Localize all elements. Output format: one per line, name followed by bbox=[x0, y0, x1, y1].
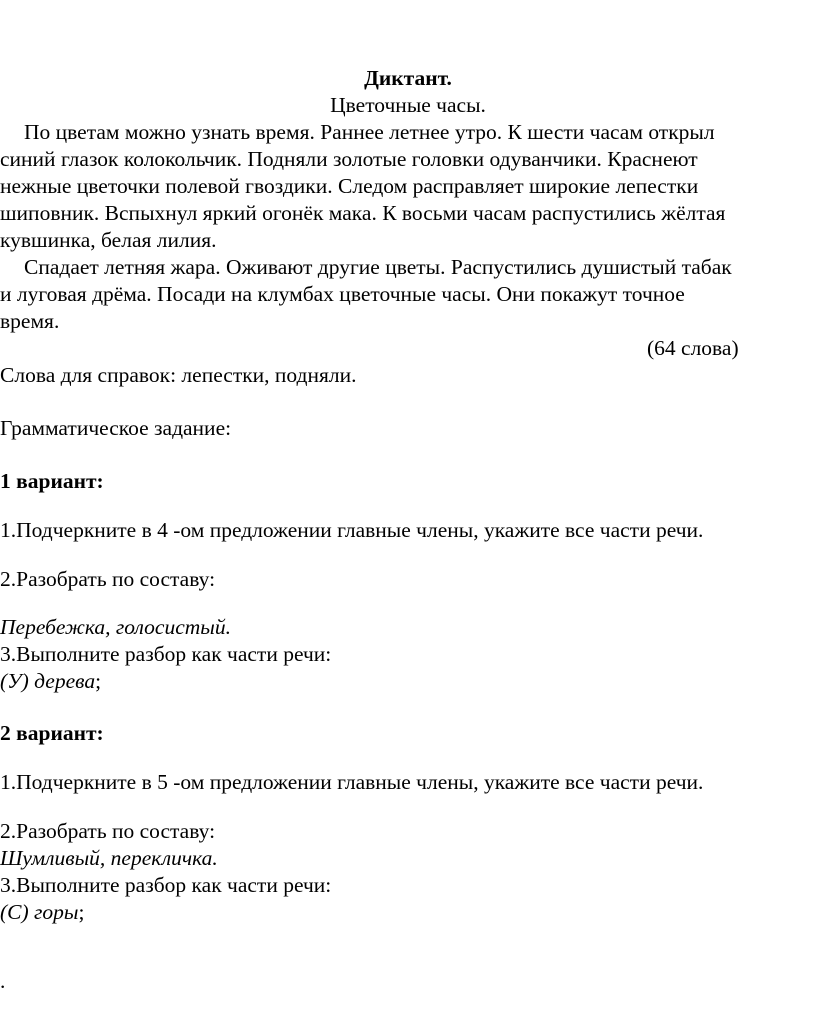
paragraph-1 bbox=[0, 119, 790, 254]
variant-2-task-3-end: ; bbox=[78, 900, 85, 924]
paragraph-line: синий глазок колокольчик. Подняли золотые головки одуванчики. Краснеют bbox=[0, 147, 698, 171]
paragraph-line: шиповник. Вспыхнул яркий огонёк мака. К восьми часам распустились жёлтая bbox=[0, 201, 726, 225]
reference-words: Слова для справок: лепестки, подняли. bbox=[0, 363, 357, 387]
variant-1-task-3-word: (У) дерева bbox=[0, 669, 96, 693]
variant-2-task-3-line bbox=[0, 899, 84, 926]
variant-2-task-2-words: Шумливый, перекличка. bbox=[0, 846, 218, 870]
variant-1-task-2: 2.Разобрать по составу: bbox=[0, 567, 216, 591]
variant-1-heading: 1 вариант: bbox=[0, 469, 104, 493]
variant-2-task-1: 1.Подчеркните в 5 -ом предложении главные члены, укажите все части речи. bbox=[0, 770, 704, 794]
dictation-subtitle: Цветочные часы. bbox=[330, 93, 486, 117]
footer-dot: . bbox=[0, 969, 6, 993]
grammar-task-heading: Грамматическое задание: bbox=[0, 416, 232, 440]
variant-2-task-3: 3.Выполните разбор как части речи: bbox=[0, 873, 332, 897]
variant-1-task-2-words: Перебежка, голосистый. bbox=[0, 615, 231, 639]
variant-2-task-2: 2.Разобрать по составу: bbox=[0, 819, 216, 843]
paragraph-line: Спадает летняя жара. Оживают другие цветы. Распустились душистый табак bbox=[24, 255, 732, 279]
variant-1-task-3-line bbox=[0, 668, 101, 695]
paragraph-line: время. bbox=[0, 309, 60, 333]
paragraph-line: По цветам можно узнать время. Раннее летнее утро. К шести часам открыл bbox=[24, 120, 715, 144]
variant-2-heading: 2 вариант: bbox=[0, 721, 104, 745]
variant-2-task-3-word: (С) горы bbox=[0, 900, 79, 924]
paragraph-line: и луговая дрёма. Посади на клумбах цветочные часы. Они покажут точное bbox=[0, 282, 685, 306]
variant-1-task-3: 3.Выполните разбор как части речи: bbox=[0, 642, 332, 666]
paragraph-2 bbox=[0, 254, 790, 335]
paragraph-line: нежные цветочки полевой гвоздики. Следом расправляет широкие лепестки bbox=[0, 174, 699, 198]
word-count: (64 слова) bbox=[647, 336, 739, 360]
variant-1-task-1: 1.Подчеркните в 4 -ом предложении главные члены, укажите все части речи. bbox=[0, 518, 704, 542]
paragraph-line: кувшинка, белая лилия. bbox=[0, 228, 217, 252]
variant-1-task-3-end: ; bbox=[95, 669, 102, 693]
dictation-title: Диктант. bbox=[364, 66, 452, 90]
